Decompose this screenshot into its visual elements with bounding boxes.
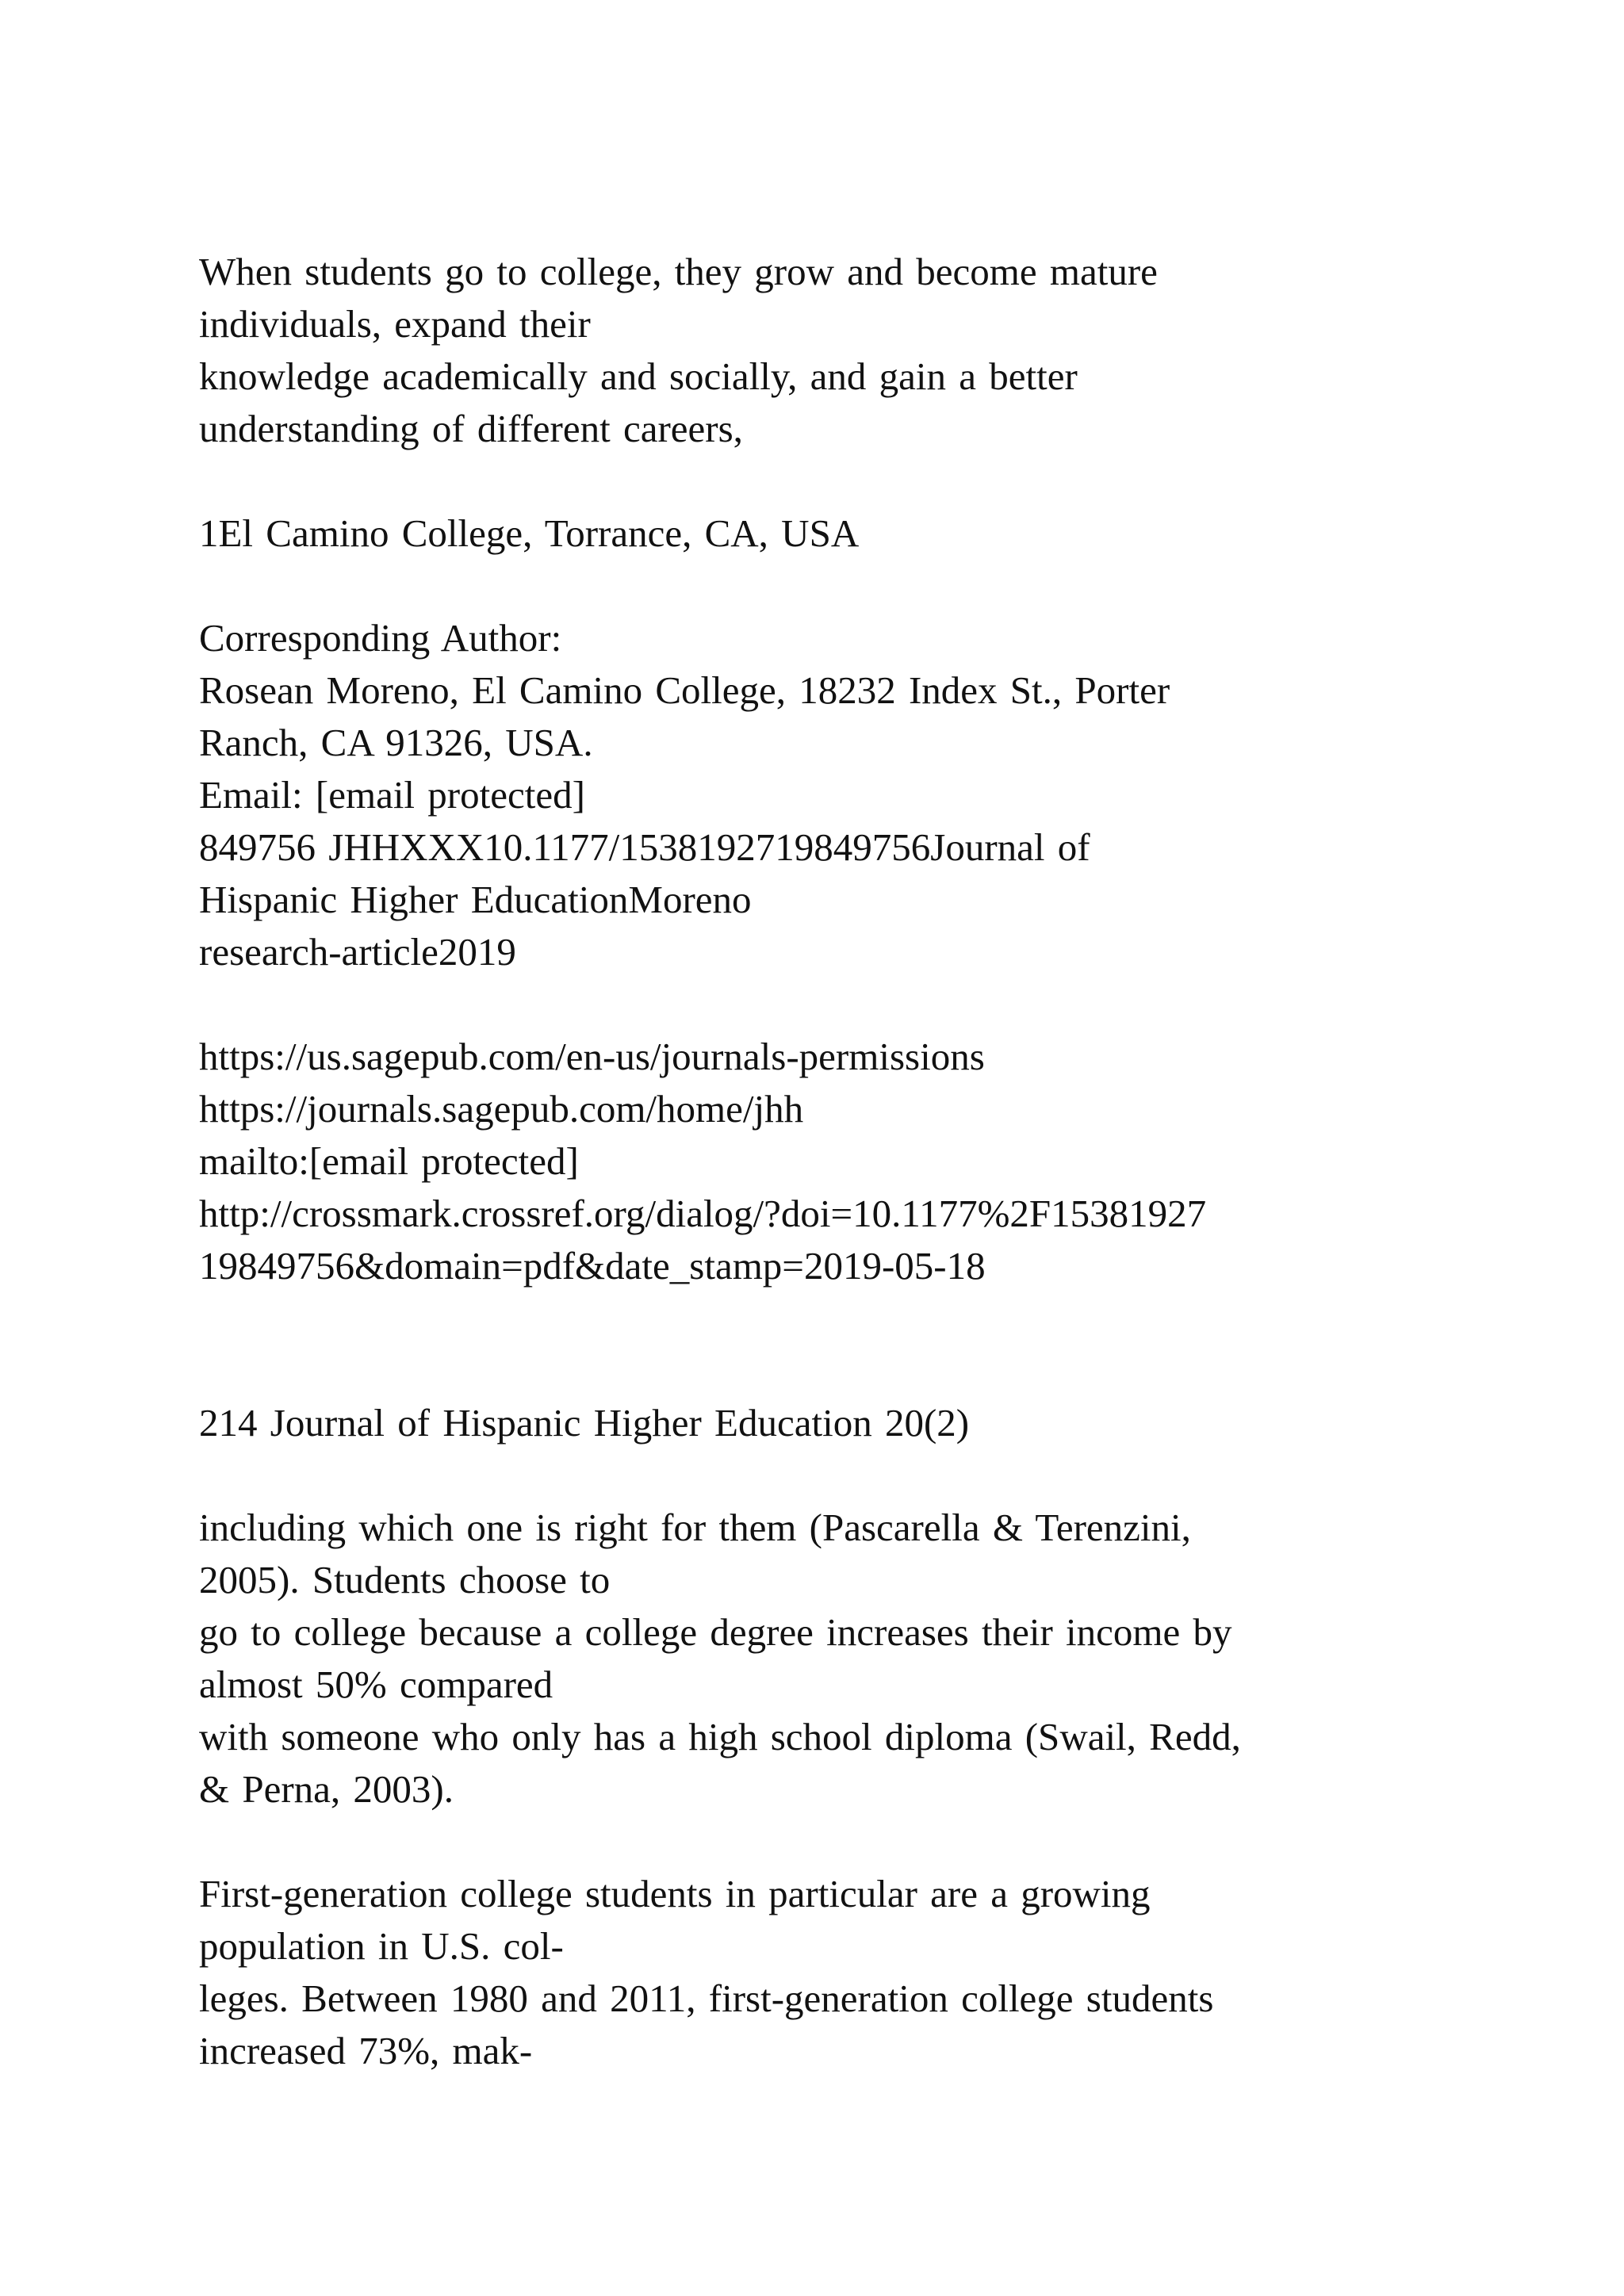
text-line: 2005). Students choose to <box>199 1558 611 1601</box>
spacer <box>199 978 1452 1031</box>
author-email: Email: [email protected] <box>199 773 585 817</box>
text-line: leges. Between 1980 and 2011, first-generation college students <box>199 1976 1214 2020</box>
article-info-line: 849756 JHHXXX10.1177/1538192719849756Journal of <box>199 825 1090 869</box>
text-line: individuals, expand their <box>199 302 591 346</box>
permissions-link[interactable]: https://us.sagepub.com/en-us/journals-permissions <box>199 1035 985 1078</box>
spacer <box>199 455 1452 507</box>
spacer <box>199 560 1452 612</box>
crossmark-link-continued[interactable]: 19849756&domain=pdf&date_stamp=2019-05-18 <box>199 1244 986 1288</box>
text-line: with someone who only has a high school diploma (Swail, Redd, <box>199 1715 1241 1758</box>
text-line: almost 50% compared <box>199 1663 553 1706</box>
text-line: When students go to college, they grow and become mature <box>199 250 1158 293</box>
affiliation: 1El Camino College, Torrance, CA, USA <box>199 511 860 555</box>
spacer <box>199 1449 1452 1502</box>
author-address-line: Rosean Moreno, El Camino College, 18232 Index St., Porter <box>199 668 1170 712</box>
journal-home-link[interactable]: https://journals.sagepub.com/home/jhh <box>199 1087 804 1131</box>
crossmark-link[interactable]: http://crossmark.crossref.org/dialog/?doi=10.1177%2F15381927 <box>199 1192 1207 1235</box>
spacer <box>199 1816 1452 1868</box>
intro-paragraph <box>199 246 1452 455</box>
spacer <box>199 1292 1452 1397</box>
article-info-block <box>199 821 1452 978</box>
corresponding-heading: Corresponding Author: <box>199 616 562 660</box>
article-info-line: Hispanic Higher EducationMoreno <box>199 878 752 921</box>
body-paragraph-1 <box>199 1502 1452 1816</box>
author-address-line: Ranch, CA 91326, USA. <box>199 721 593 764</box>
text-line: knowledge academically and socially, and gain a better <box>199 354 1078 398</box>
document-text <box>199 246 1452 2077</box>
links-block <box>199 1031 1452 1292</box>
text-line: & Perna, 2003). <box>199 1767 454 1811</box>
text-line: go to college because a college degree increases their income by <box>199 1610 1232 1654</box>
text-line: population in U.S. col- <box>199 1924 564 1968</box>
body-paragraph-2 <box>199 1868 1452 2077</box>
text-line: including which one is right for them (Pascarella & Terenzini, <box>199 1506 1191 1549</box>
text-line: increased 73%, mak- <box>199 2029 533 2072</box>
mailto-link[interactable]: mailto:[email protected] <box>199 1139 579 1183</box>
running-header: 214 Journal of Hispanic Higher Education 20(2) <box>199 1401 970 1445</box>
text-line: First-generation college students in particular are a growing <box>199 1872 1151 1915</box>
article-info-line: research-article2019 <box>199 930 516 974</box>
text-line: understanding of different careers, <box>199 407 743 450</box>
corresponding-author-block <box>199 612 1452 821</box>
